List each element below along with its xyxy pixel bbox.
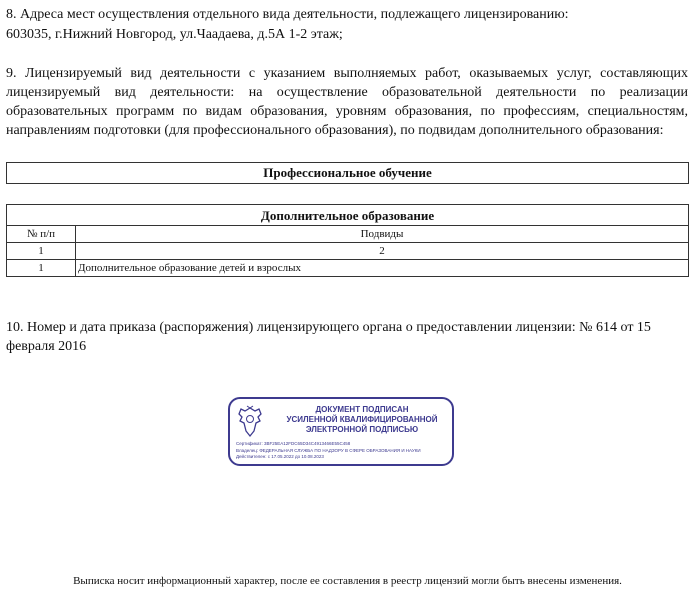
additional-education-table (6, 204, 689, 277)
numbering-cell-1: 1 (7, 243, 76, 260)
stamp-title-line3: ЭЛЕКТРОННОЙ ПОДПИСЬЮ (305, 425, 419, 434)
stamp-owner: Владелец: ФЕДЕРАЛЬНАЯ СЛУЖБА ПО НАДЗОРУ В СФЕРЕ ОБРАЗОВАНИЯ И НАУКИ (236, 447, 421, 453)
section-8-heading: 8. Адреса мест осуществления отдельного вида деятельности, подлежащего лицензированию: (6, 7, 569, 22)
stamp-title-line2: УСИЛЕННОЙ КВАЛИФИЦИРОВАННОЙ (286, 415, 438, 424)
section-10: 10. Номер и дата приказа (распоряжения) лицензирующего органа о предоставлении лицензии: № 614 от 15 февраля 2016 (6, 320, 651, 354)
footer-note: Выписка носит информационный характер, после ее составления в реестр лицензий могли быть внесены изменения. (73, 575, 622, 587)
professional-training-title: Профессиональное обучение (7, 163, 689, 184)
stamp-title-line1: ДОКУМЕНТ ПОДПИСАН (315, 405, 409, 414)
column-header-number: № п/п (7, 226, 76, 243)
stamp-details (236, 441, 452, 461)
professional-training-table (6, 162, 689, 184)
section-9: 9. Лицензируемый вид деятельности с указанием выполняемых работ, оказываемых услуг, составляющих лицензируемый вид деятельности: на осуществление образовательной деятельности по реализации образовательных программ по видам образования, уровням образования, по профессиям, специальностям, направлениям подготовки (для профессионального образования), по подвидам дополнительного образования: (6, 66, 688, 138)
stamp-certificate: Сертификат: 3BF25EA12FDC65D34C4913466E55C458 (236, 441, 351, 446)
section-8-address: 603035, г.Нижний Новгород, ул.Чаадаева, д.5А 1-2 этаж; (6, 27, 343, 42)
table-row (7, 260, 689, 277)
table-numbering-row (7, 243, 689, 260)
additional-education-title: Дополнительное образование (7, 205, 689, 226)
electronic-signature-stamp (228, 397, 454, 466)
section-8 (6, 5, 688, 45)
column-header-subtypes: Подвиды (76, 226, 689, 243)
numbering-cell-2: 2 (76, 243, 689, 260)
coat-of-arms-icon (236, 405, 264, 439)
stamp-title (274, 405, 450, 435)
table-header-row (7, 226, 689, 243)
stamp-validity: Действителен: с 17.05.2022 до 10.08.2023 (236, 454, 324, 459)
row-subtype-cell: Дополнительное образование детей и взрослых (76, 260, 689, 277)
row-number-cell: 1 (7, 260, 76, 277)
